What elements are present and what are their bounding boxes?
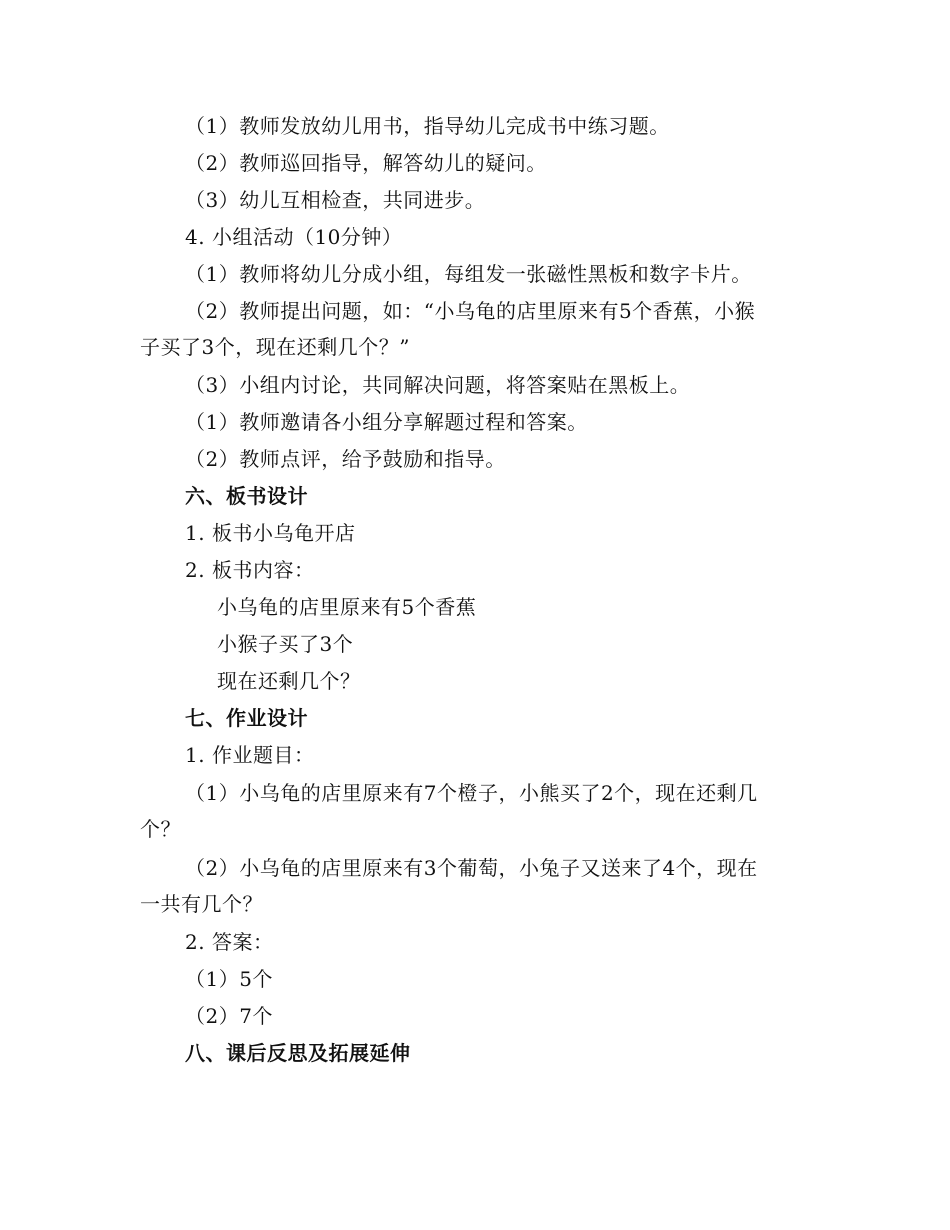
step3-item-2: （2）教师巡回指导，解答幼儿的疑问。: [185, 151, 547, 175]
share-item-2: （2）教师点评，给予鼓励和指导。: [185, 447, 506, 471]
board-content-line-2: 小猴子买了3个: [217, 632, 354, 656]
step4-heading: 4. 小组活动（10分钟）: [185, 225, 403, 249]
board-item-1: 1. 板书小乌龟开店: [185, 521, 356, 545]
answer-1: （1）5个: [185, 967, 273, 991]
step3-item-1: （1）教师发放幼儿用书，指导幼儿完成书中练习题。: [185, 114, 670, 138]
board-content-line-1: 小乌龟的店里原来有5个香蕉: [217, 595, 477, 619]
step3-item-3: （3）幼儿互相检查，共同进步。: [185, 188, 486, 212]
answer-2: （2）7个: [185, 1004, 273, 1028]
answer-heading: 2. 答案：: [185, 930, 274, 954]
board-item-2: 2. 板书内容：: [185, 558, 315, 582]
homework-question-1-line-1: （1）小乌龟的店里原来有7个橙子，小熊买了2个，现在还剩几: [185, 781, 758, 805]
step4-item-2-line-2: 子买了3个，现在还剩几个？”: [140, 335, 410, 359]
homework-question-1-line-2: 个？: [140, 817, 181, 841]
homework-item-1: 1. 作业题目：: [185, 743, 315, 767]
section-6-title: 六、板书设计: [185, 484, 308, 508]
share-item-1: （1）教师邀请各小组分享解题过程和答案。: [185, 410, 588, 434]
step4-item-1: （1）教师将幼儿分成小组，每组发一张磁性黑板和数字卡片。: [185, 262, 752, 286]
homework-question-2-line-1: （2）小乌龟的店里原来有3个葡萄，小兔子又送来了4个，现在: [185, 856, 758, 880]
section-7-title: 七、作业设计: [185, 706, 308, 730]
board-content-line-3: 现在还剩几个？: [217, 669, 361, 693]
step4-item-2-line-1: （2）教师提出问题，如：“小乌龟的店里原来有5个香蕉，小猴: [185, 299, 756, 323]
section-8-title: 八、课后反思及拓展延伸: [185, 1041, 411, 1065]
step4-item-3: （3）小组内讨论，共同解决问题，将答案贴在黑板上。: [185, 373, 691, 397]
homework-question-2-line-2: 一共有几个？: [140, 892, 263, 916]
